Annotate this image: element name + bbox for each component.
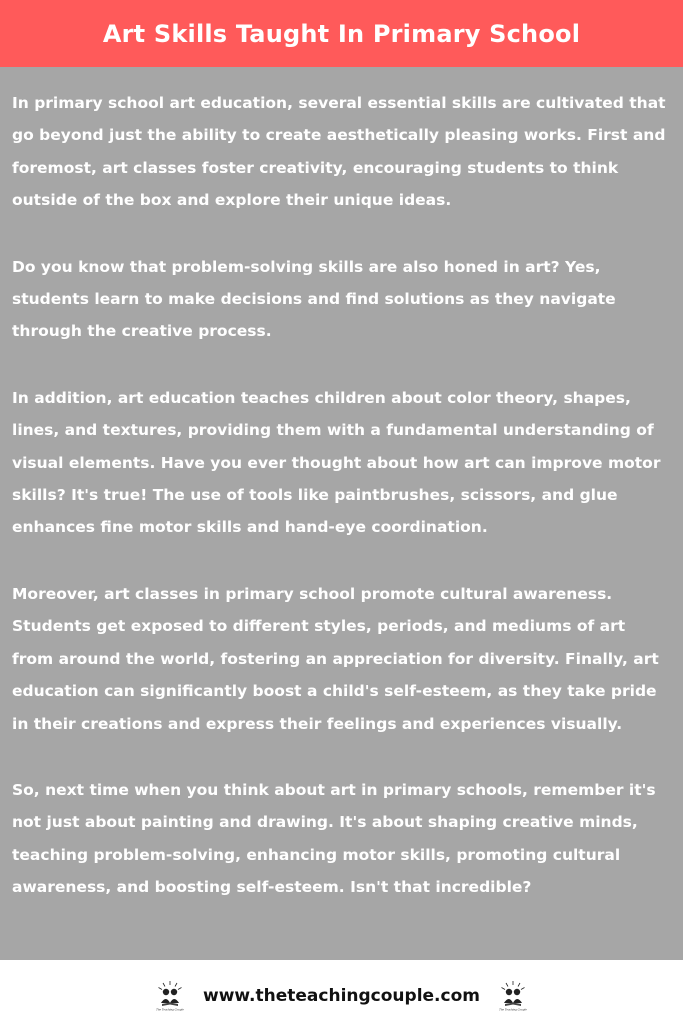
paragraph-4: Moreover, art classes in primary school promote cultural awareness. Students get exposed to different styles, periods, and mediums of art from around the world, fostering an appreciation for diversity. Finally, art education can significantly boost a child's self-esteem, as they take pride in their creations and express their feelings and experiences visually. [12,584,659,733]
paragraph-3: In addition, art education teaches children about color theory, shapes, lines, and textures, providing them with a fundamental understanding of visual elements. Have you ever thought about how art can improve motor skills? It's true! The use of tools like paintbrushes, scissors, and glue enhances fine motor skills and hand-eye coordination. [12,388,661,537]
footer [0,960,683,1024]
logo-wordmark: The Teaching Couple [156,1008,184,1012]
paragraph-5: So, next time when you think about art in primary schools, remember it's not just about painting and drawing. It's about shaping creative minds, teaching problem-solving, enhancing motor skills, promoting cultural awareness, and boosting self-esteem. Isn't that incredible? [12,780,656,897]
teaching-couple-logo-icon [498,979,528,1013]
website-link[interactable]: www.theteachingcouple.com [203,986,480,1006]
teaching-couple-logo-icon [155,979,185,1013]
logo-wordmark: The Teaching Couple [499,1008,527,1012]
footer-branding [155,979,528,1013]
article-body [0,67,683,960]
header-banner [0,0,683,67]
paragraph-1: In primary school art education, several essential skills are cultivated that go beyond just the ability to create aesthetically pleasing works. First and foremost, art classes foster creativity, encouraging students to think outside of the box and explore their unique ideas. [12,94,666,210]
page-title: Art Skills Taught In Primary School [102,19,581,48]
paragraph-2: Do you know that problem-solving skills are also honed in art? Yes, students learn to make decisions and find solutions as they navigate through the creative process. [12,257,616,341]
